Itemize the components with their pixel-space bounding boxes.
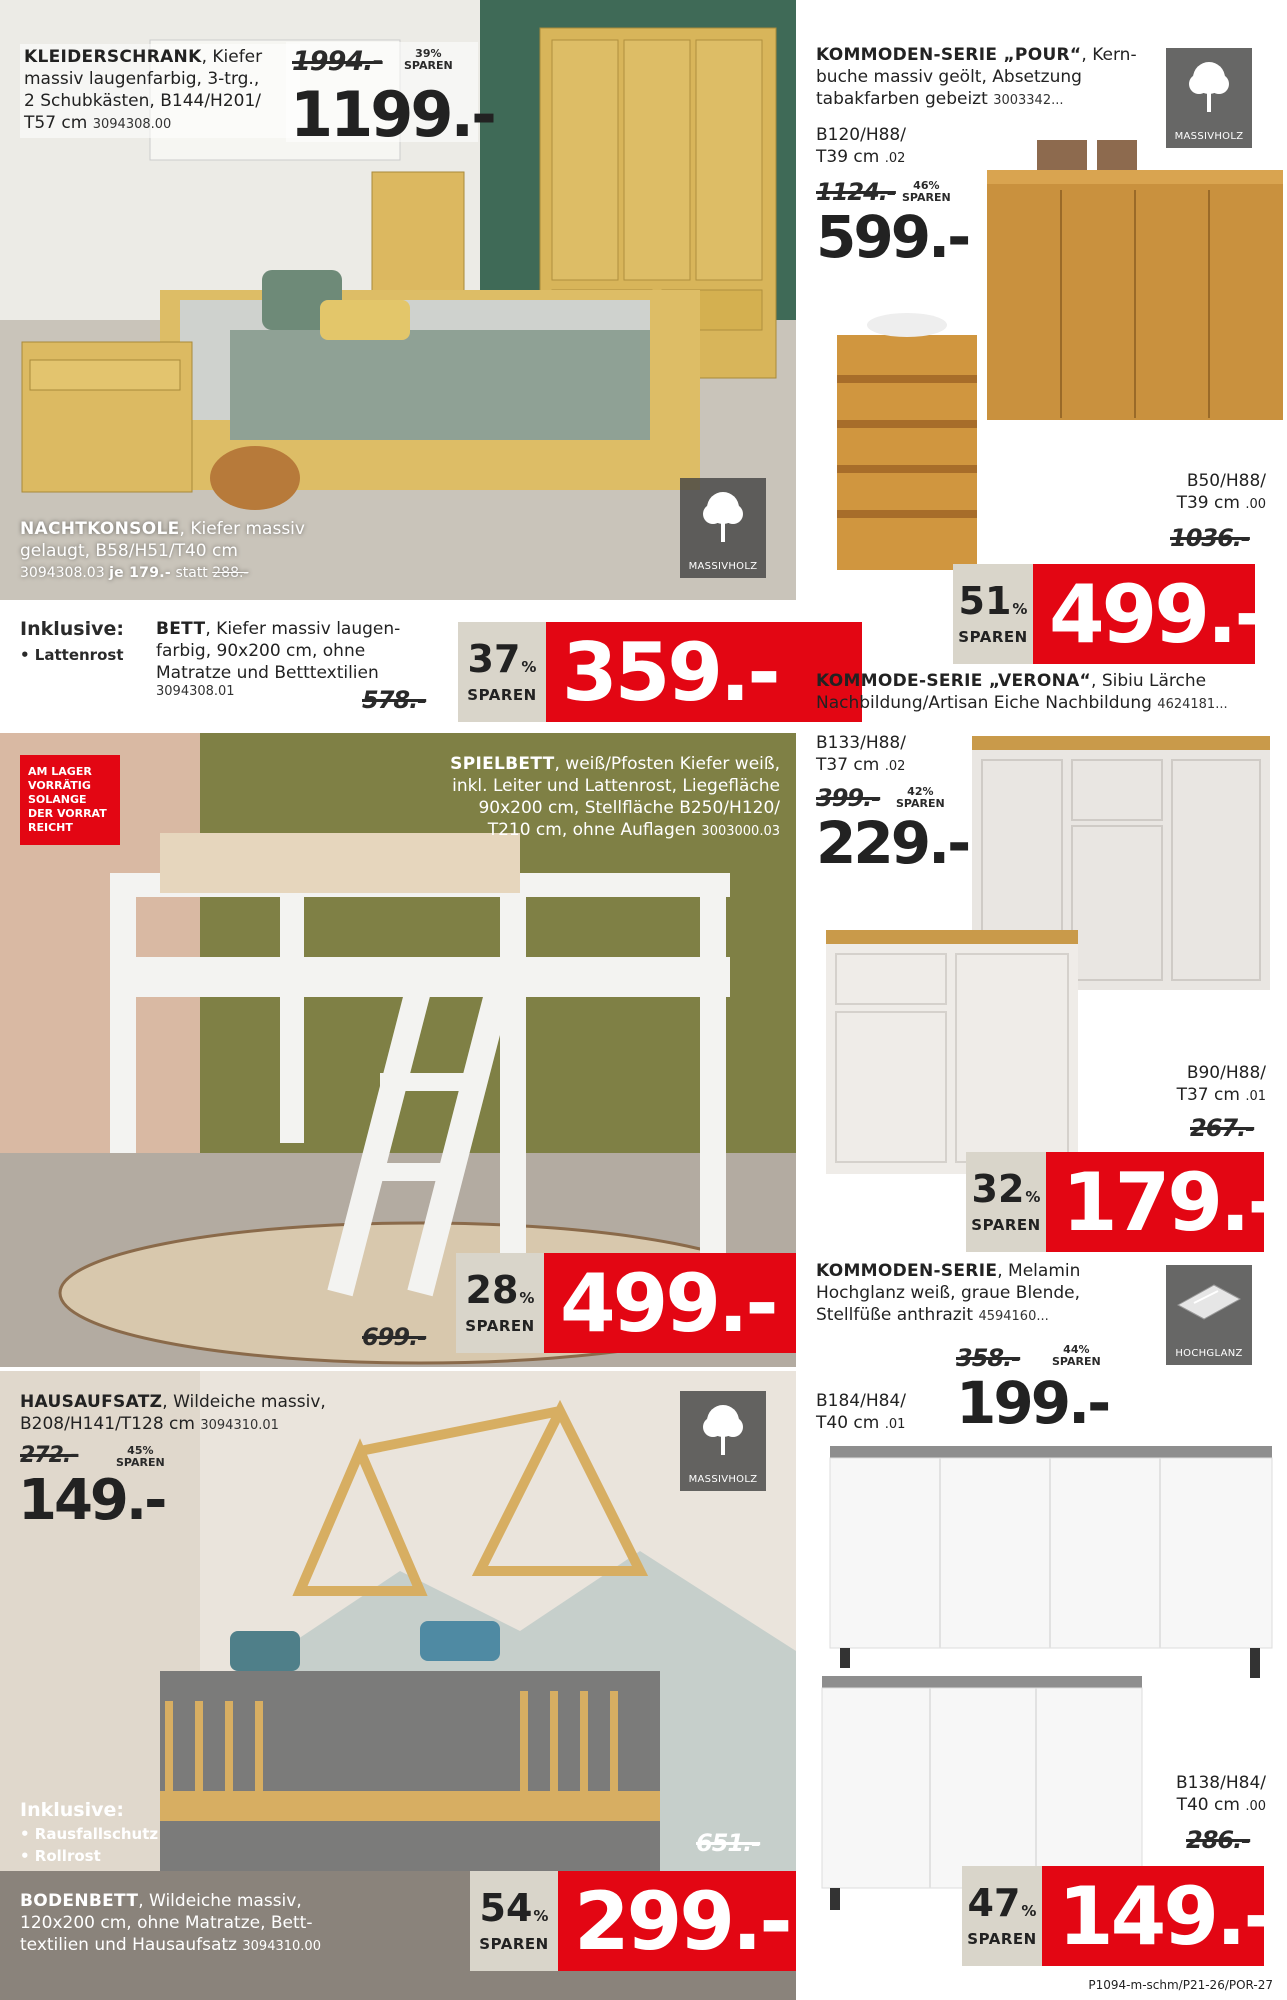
- kleiderschrank-pct: 39%: [415, 47, 442, 60]
- pour-price-badge: 51% SPAREN 499.-: [953, 564, 1255, 664]
- spielbett-old-price: 699.-: [362, 1323, 427, 1351]
- hausaufsatz-old-price: 272.-: [20, 1443, 79, 1468]
- massivholz-badge-3: MASSIVHOLZ: [1166, 48, 1252, 148]
- am-lager-flag: AM LAGER VORRÄTIG SOLANGE DER VORRAT REICHT: [20, 755, 120, 845]
- hausaufsatz-price: 149.-: [18, 1468, 165, 1533]
- spielbett-text: SPIELBETT, weiß/Pfosten Kiefer weiß, inkl. Leiter und Lattenrost, Liegefläche 90x200 cm, Stellfläche B250/H120/ T210 cm, ohne Auflagen 3003000.03: [450, 754, 780, 840]
- pour-text: KOMMODEN-SERIE „POUR“, Kern- buche massiv geölt, Absetzung tabakfarben gebeizt 3003342...: [816, 45, 1137, 109]
- bett-inklusive: Inklusive: • Lattenrost: [20, 618, 124, 664]
- verona-price: 229.-: [816, 809, 969, 877]
- glossy-panel-icon: [1174, 1275, 1244, 1325]
- tree-icon: [700, 488, 746, 544]
- bodenbett-price: 299.-: [558, 1871, 796, 1971]
- verona-text: KOMMODE-SERIE „VERONA“, Sibiu Lärche Nachbildung/Artisan Eiche Nachbildung 4624181...: [816, 671, 1228, 713]
- spielbett-price-badge: 28% SPAREN 499.-: [456, 1253, 796, 1353]
- kleiderschrank-text: KLEIDERSCHRANK, Kiefer massiv laugenfarbig, 3-trg., 2 Schubkästen, B144/H201/ T57 cm 3094308.00: [20, 44, 300, 138]
- melamin-price: 199.-: [956, 1369, 1109, 1437]
- kleiderschrank-price-box: [286, 42, 494, 151]
- verona-pct: 42%: [907, 785, 934, 798]
- bett-price-badge: 37% SPAREN 359.-: [458, 622, 862, 722]
- verona-old-price: 399.-: [816, 784, 881, 812]
- bodenbett-old-price: 651.-: [696, 1829, 761, 1857]
- pour-old-price: 1124.-: [816, 178, 896, 206]
- melamin-dims-2: B138/H84/ T40 cm .00: [1176, 1773, 1266, 1815]
- spielbett-photo: [0, 733, 796, 1367]
- hausaufsatz-pct: 45%: [127, 1444, 154, 1457]
- tree-icon: [700, 1401, 746, 1457]
- kleiderschrank-pct-label: SPAREN: [404, 59, 453, 72]
- hausaufsatz-text: HAUSAUFSATZ, Wildeiche massiv, B208/H141/T128 cm 3094310.01: [20, 1392, 326, 1434]
- melamin-dims-1: B184/H84/ T40 cm .01: [816, 1391, 906, 1433]
- melamin-text: KOMMODEN-SERIE, Melamin Hochglanz weiß, graue Blende, Stellfüße anthrazit 4594160...: [816, 1261, 1081, 1325]
- pour-dims-2: B50/H88/ T39 cm .00: [1176, 471, 1266, 513]
- melamin-old-price-2: 286.-: [1186, 1826, 1251, 1854]
- hochglanz-badge: HOCHGLANZ: [1166, 1265, 1252, 1365]
- bett-old-price: 578.-: [362, 686, 427, 714]
- pour-pct: 46%: [913, 179, 940, 192]
- bodenbett-inklusive: Inklusive: • Rausfallschutz • Rollrost: [20, 1799, 159, 1865]
- pour-price-2: 499.-: [1033, 564, 1255, 664]
- kleiderschrank-old-price: 1994.-: [292, 46, 383, 77]
- verona-price-2: 179.-: [1046, 1152, 1264, 1252]
- bodenbett-price-badge: 54% SPAREN 299.-: [470, 1871, 796, 1971]
- pour-price: 599.-: [816, 203, 969, 271]
- verona-pct-label: SPAREN: [896, 797, 945, 810]
- verona-dims-1: B133/H88/ T37 cm .02: [816, 733, 906, 775]
- nachtkonsole-text: NACHTKONSOLE, Kiefer massiv gelaugt, B58/H51/T40 cm 3094308.03 je 179.- statt 288.-: [20, 519, 305, 581]
- hausaufsatz-pct-label: SPAREN: [116, 1456, 165, 1469]
- bodenbett-text: BODENBETT, Wildeiche massiv, 120x200 cm, ohne Matratze, Bett- textilien und Hausaufsatz 3094310.00: [20, 1891, 321, 1955]
- melamin-pct: 44%: [1063, 1343, 1090, 1356]
- pour-pct-label: SPAREN: [902, 191, 951, 204]
- melamin-price-badge: 47% SPAREN 149.-: [962, 1866, 1264, 1966]
- verona-dims-2: B90/H88/ T37 cm .01: [1176, 1063, 1266, 1105]
- bedroom-photo: [0, 0, 796, 600]
- footer-code: P1094-m-schm/P21-26/POR-27: [1088, 1978, 1273, 1992]
- hausbett-photo: [0, 1371, 796, 2000]
- massivholz-badge-2: MASSIVHOLZ: [680, 1391, 766, 1491]
- bett-text: BETT, Kiefer massiv laugen- farbig, 90x200 cm, ohne Matratze und Betttextilien 3094308.01: [156, 619, 401, 699]
- massivholz-badge-1: MASSIVHOLZ: [680, 478, 766, 578]
- tree-icon: [1186, 58, 1232, 114]
- kleiderschrank-price: 1199.-: [290, 78, 494, 151]
- bett-price: 359.-: [546, 622, 862, 722]
- melamin-old-price: 358.-: [956, 1344, 1021, 1372]
- pour-old-price-2: 1036.-: [1170, 524, 1250, 552]
- melamin-pct-label: SPAREN: [1052, 1355, 1101, 1368]
- spielbett-price: 499.-: [544, 1253, 796, 1353]
- pour-dims-1: B120/H88/ T39 cm .02: [816, 125, 906, 167]
- verona-old-price-2: 267.-: [1190, 1114, 1255, 1142]
- verona-price-badge: 32% SPAREN 179.-: [966, 1152, 1264, 1252]
- melamin-price-2: 149.-: [1042, 1866, 1264, 1966]
